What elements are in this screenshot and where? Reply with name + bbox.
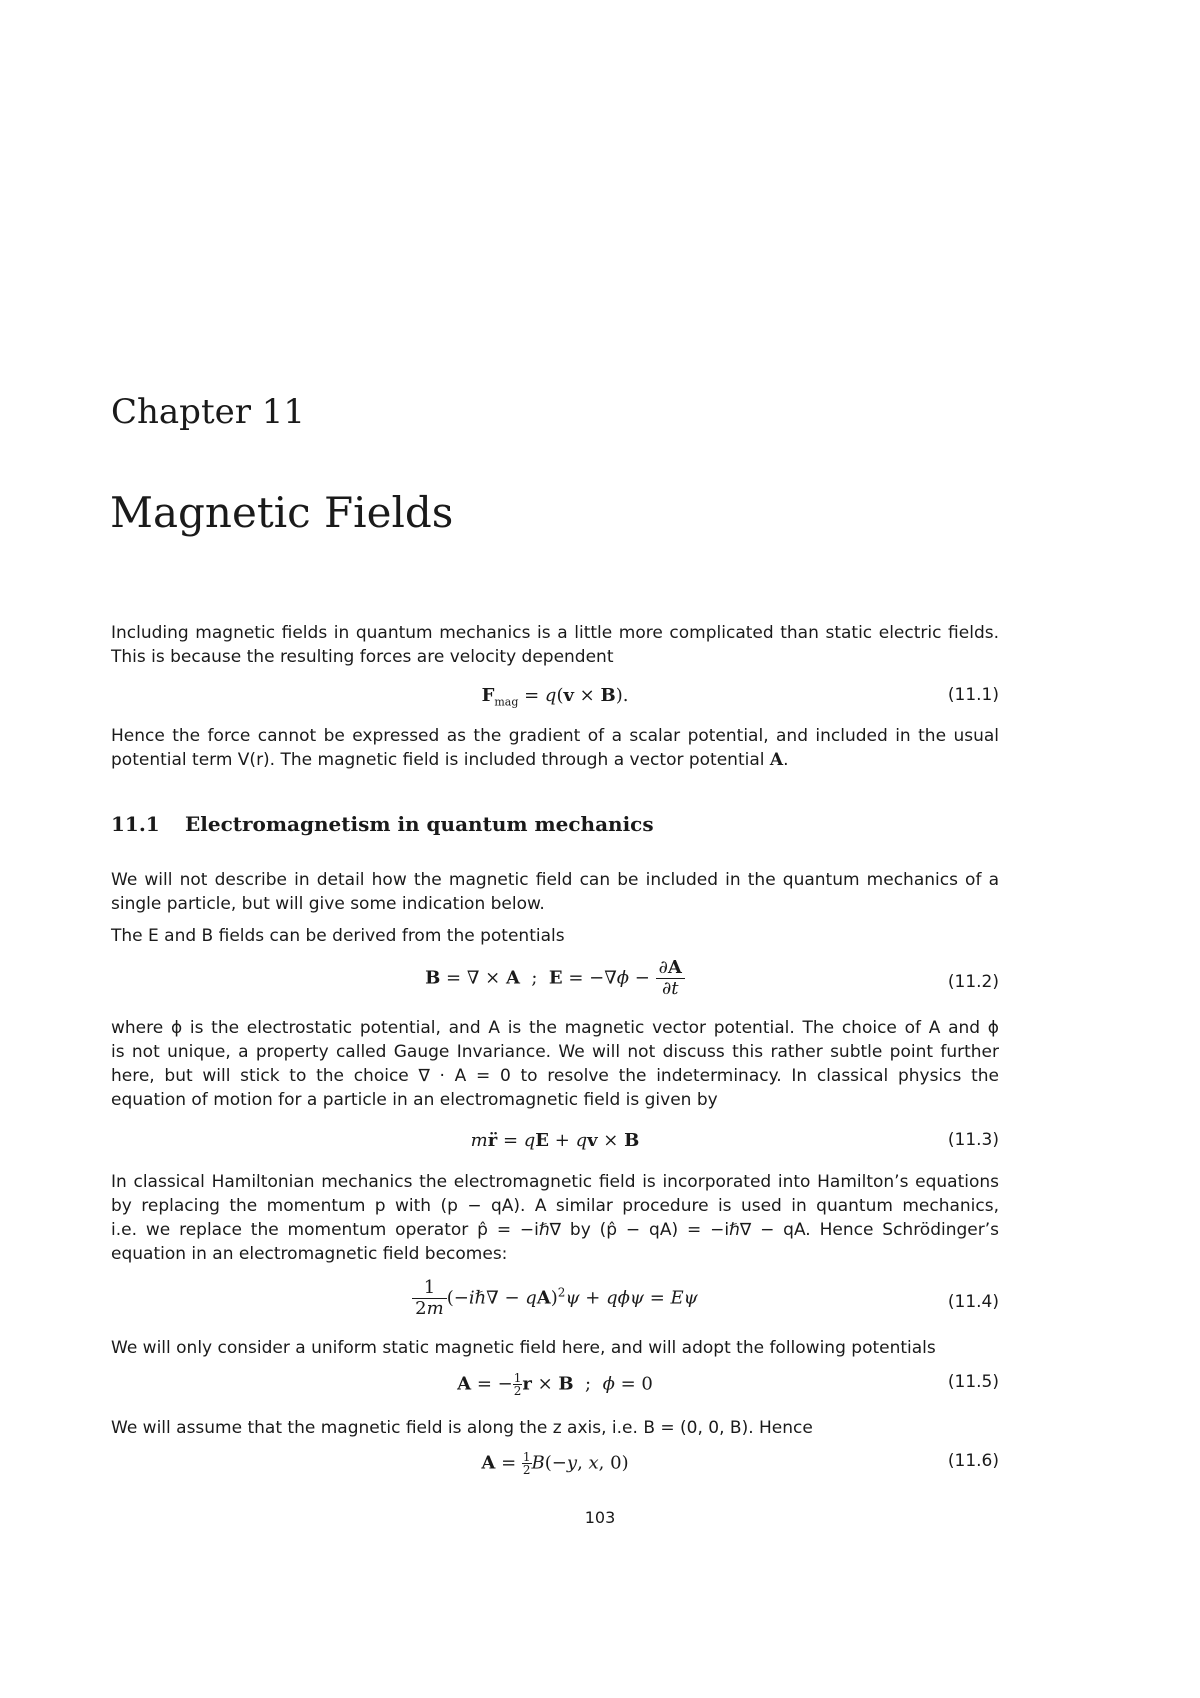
chapter-label: Chapter 11 bbox=[111, 392, 306, 432]
paragraph-line: equation of motion for a particle in an electromagnetic field is given by bbox=[111, 1090, 718, 1110]
equation-11-6 bbox=[111, 1451, 999, 1481]
text-run: . bbox=[783, 750, 789, 770]
equation-number: (11.3) bbox=[947, 1130, 999, 1150]
symbol-A: A bbox=[769, 750, 784, 770]
equation-11-1 bbox=[111, 685, 999, 715]
section-title: Electromagnetism in quantum mechanics bbox=[185, 812, 654, 836]
equation-number: (11.2) bbox=[947, 972, 999, 992]
equation-body: $\frac{1}{2m}$ (−iℏ∇ − qA)$^2$ψ + qϕψ = Eψ bbox=[111, 1278, 999, 1319]
paragraph-line: by replacing the momentum p with (p − qA). A similar procedure is used in quantum mechanics, bbox=[111, 1196, 999, 1216]
equation-number: (11.5) bbox=[947, 1372, 999, 1392]
intro-line: Including magnetic fields in quantum mechanics is a little more complicated than static electric fields. bbox=[111, 623, 999, 643]
equation-11-2 bbox=[111, 958, 999, 1014]
equation-body: A = − $\frac{1}{2}$ r × B ; ϕ = 0 bbox=[457, 1371, 653, 1398]
paragraph-2: The E and B fields can be derived from the potentials bbox=[111, 926, 565, 946]
equation-11-5 bbox=[111, 1372, 999, 1402]
paragraph-line: equation in an electromagnetic field becomes: bbox=[111, 1244, 508, 1264]
paragraph-line: is not unique, a property called Gauge Invariance. We will not discuss this rather subtle point further bbox=[111, 1042, 999, 1062]
chapter-title: Magnetic Fields bbox=[110, 488, 454, 537]
equation-body: mr̈ = qE + qv × B bbox=[470, 1130, 640, 1151]
equation-11-4 bbox=[111, 1278, 999, 1332]
paragraph-line: single particle, but will give some indication below. bbox=[111, 894, 545, 914]
paragraph-line: where ϕ is the electrostatic potential, and A is the magnetic vector potential. The choice of A and ϕ bbox=[111, 1018, 999, 1038]
equation-11-3 bbox=[111, 1130, 999, 1160]
paragraph-line: i.e. we replace the momentum operator p̂ = −iℏ∇ by (p̂ − qA) = −iℏ∇ − qA. Hence Schrödinger’s bbox=[111, 1220, 999, 1240]
equation-number: (11.1) bbox=[947, 685, 999, 705]
paragraph-6: We will assume that the magnetic field is along the z axis, i.e. B = (0, 0, B). Hence bbox=[111, 1418, 813, 1438]
fraction: $\frac{1}{2}$ bbox=[522, 1450, 531, 1477]
fraction: $\frac{1}{2m}$ bbox=[412, 1278, 447, 1319]
equation-number: (11.6) bbox=[947, 1451, 999, 1471]
paragraph-4 bbox=[111, 1170, 999, 1266]
paragraph-line: In classical Hamiltonian mechanics the electromagnetic field is incorporated into Hamilton’s equations bbox=[111, 1172, 999, 1192]
equation-number: (11.4) bbox=[947, 1292, 999, 1312]
intro-line: This is because the resulting forces are velocity dependent bbox=[111, 647, 614, 667]
fraction: $\frac{1}{2}$ bbox=[513, 1371, 522, 1398]
page-number: 103 bbox=[584, 1508, 616, 1527]
paragraph-line: Hence the force cannot be expressed as the gradient of a scalar potential, and included in the usual bbox=[111, 726, 999, 746]
fraction: $\frac{\partial A}{\partial t}$ bbox=[656, 958, 685, 999]
section-number: 11.1 bbox=[111, 812, 160, 836]
paragraph-1 bbox=[111, 868, 999, 916]
paragraph-line: We will not describe in detail how the magnetic field can be included in the quantum mechanics of a bbox=[111, 870, 999, 890]
paragraph-5: We will only consider a uniform static magnetic field here, and will adopt the following potentials bbox=[111, 1338, 936, 1358]
equation-body: $F_{mag} = q(v \times B)$. bbox=[481, 685, 629, 709]
equation-body: B = ∇ × A ; E = −∇ϕ − $\frac{\partial A}{\partial t}$ bbox=[111, 958, 999, 999]
paragraph-3 bbox=[111, 1016, 999, 1112]
intro-paragraph bbox=[111, 621, 999, 669]
paragraph-line: here, but will stick to the choice ∇ · A = 0 to resolve the indeterminacy. In classical physics the bbox=[111, 1066, 999, 1086]
section-heading bbox=[111, 812, 654, 836]
paragraph-line bbox=[111, 748, 999, 772]
text-run: potential term V(r). The magnetic field is included through a vector potential bbox=[111, 750, 770, 770]
paragraph-after-eq1 bbox=[111, 724, 999, 772]
equation-body: A = $\frac{1}{2}$ B(−y, x, 0) bbox=[481, 1450, 629, 1477]
